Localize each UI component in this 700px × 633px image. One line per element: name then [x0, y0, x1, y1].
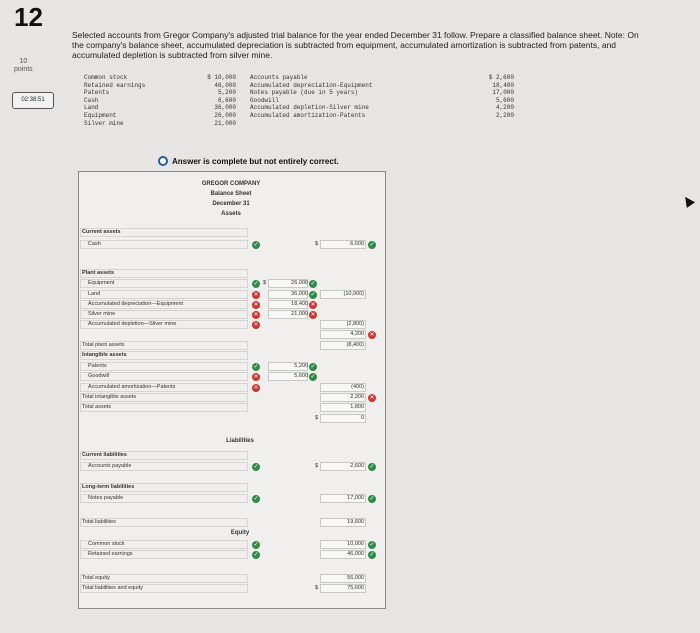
x-icon: ✕ — [369, 331, 375, 338]
row-label-intangible: Intangible assets — [82, 352, 127, 358]
row-label-input[interactable] — [80, 383, 248, 392]
points-value: 10 — [19, 58, 28, 65]
currency-symbol: $ — [315, 241, 319, 247]
x-icon: ✕ — [310, 301, 316, 308]
amount-col2: (10,000) — [343, 291, 364, 297]
amount-col2: 6,600 — [350, 241, 364, 247]
timer-badge[interactable] — [12, 92, 54, 109]
row-label-total-assets: Total assets — [82, 404, 112, 410]
account-name: Goodwill — [250, 96, 279, 104]
amount-col2: 19,600 — [347, 519, 364, 525]
row-label-equipment: Equipment — [88, 280, 115, 286]
x-icon: ✕ — [253, 311, 259, 318]
row-label-input[interactable] — [80, 310, 248, 319]
check-icon: ✓ — [369, 463, 375, 470]
check-icon: ✓ — [310, 373, 316, 380]
row-label-current-liab: Current liabilities — [82, 452, 127, 458]
equity-header: Equity — [230, 530, 250, 536]
row-label-plant-assets: Plant assets — [82, 270, 115, 276]
check-icon: ✓ — [253, 463, 259, 470]
row-label-land: Land — [88, 291, 101, 297]
row-label-cash: Cash — [88, 241, 101, 247]
check-icon: ✓ — [310, 363, 316, 370]
account-name: Accounts payable — [250, 74, 308, 81]
row-label-input[interactable] — [80, 228, 248, 237]
check-icon: ✓ — [369, 241, 375, 248]
row-label-input[interactable] — [80, 362, 248, 371]
check-icon: ✓ — [253, 495, 259, 502]
amount-col1: 5,600 — [294, 373, 308, 379]
check-icon: ✓ — [253, 541, 259, 548]
check-icon: ✓ — [369, 495, 375, 502]
row-label-input[interactable] — [80, 351, 248, 360]
account-amount: 36,000 — [214, 104, 236, 112]
amount-col2: 2,600 — [350, 463, 364, 469]
account-name: Equipment — [84, 111, 117, 119]
amount-col2: 17,000 — [347, 495, 364, 501]
amount-col1: 36,000 — [291, 291, 308, 297]
check-icon: ✓ — [310, 280, 316, 287]
account-amount: $ 2,600 — [488, 74, 514, 81]
x-icon: ✕ — [310, 311, 316, 318]
amount-col2: 2,200 — [350, 394, 364, 400]
row-label-total-liab: Total liabilities — [82, 519, 116, 525]
row-label-current-assets: Current assets — [82, 229, 121, 235]
x-icon: ✕ — [253, 321, 259, 328]
row-label-total-equity: Total equity — [82, 575, 110, 581]
amount-col2: 1,800 — [350, 404, 364, 410]
amount-col1: 26,000 — [291, 280, 308, 286]
account-amount: 21,000 — [214, 119, 236, 127]
account-name: Land — [84, 104, 99, 112]
amount-col1: 18,400 — [291, 301, 308, 307]
check-icon: ✓ — [369, 541, 375, 548]
amount-col2: 56,000 — [347, 575, 364, 581]
accounts-left-amounts — [206, 74, 236, 127]
row-label-accounts-payable: Accounts payable — [88, 463, 132, 469]
account-amount: $ 10,000 — [207, 74, 236, 81]
row-label-input[interactable] — [80, 550, 248, 559]
mouse-cursor-icon — [681, 194, 695, 208]
account-amount: 5,600 — [495, 96, 514, 104]
amount-col2: 46,000 — [347, 551, 364, 557]
row-label-input[interactable] — [80, 341, 248, 350]
account-name: Silver mine — [84, 119, 124, 127]
amount-col1: 21,000 — [291, 311, 308, 317]
x-icon: ✕ — [253, 301, 259, 308]
row-label-accum-dep: Accumulated depreciation—Equipment — [88, 301, 184, 307]
row-label-input[interactable] — [80, 393, 248, 402]
amount-col2: (2,800) — [346, 321, 364, 327]
row-label-total-plant: Total plant assets — [82, 342, 125, 348]
company-name: GREGOR COMPANY — [201, 181, 261, 187]
question-prompt: Selected accounts from Gregor Company's adjusted trial balance for the year ended December 31 follow. Prepare a classified balance sheet. Note: On the company's balance sheet, accumulated depreciation is subtracted from equipment, accumulated amortization is subtracted from patents, and accumulated depletion is subtracted from silver mine. — [72, 30, 639, 60]
accounts-right-amounts — [480, 74, 514, 120]
row-label-input[interactable] — [80, 372, 248, 381]
check-icon: ✓ — [253, 280, 259, 287]
account-amount: 2,200 — [495, 111, 514, 119]
question-number: 12 — [14, 2, 43, 32]
amount-col2: 0 — [360, 415, 364, 421]
check-icon: ✓ — [253, 363, 259, 370]
account-name: Notes payable (due in 5 years) — [250, 89, 359, 97]
row-label-total-le: Total liabilities and equity — [82, 585, 143, 591]
account-amount: 6,600 — [217, 96, 236, 104]
account-name: Cash — [84, 96, 99, 104]
row-label-silver-mine: Silver mine — [88, 311, 116, 317]
info-circle-icon — [158, 156, 168, 166]
row-label-retained-earnings: Retained earnings — [88, 551, 133, 557]
row-label-input[interactable] — [80, 279, 248, 288]
assets-header: Assets — [221, 211, 241, 217]
banner-text: Answer is complete but not entirely correct. — [172, 156, 339, 166]
row-label-input[interactable] — [80, 451, 248, 460]
account-name: Retained earnings — [84, 81, 146, 89]
accounts-right-names — [250, 74, 372, 120]
row-label-input[interactable] — [80, 240, 248, 249]
statement-date: December 31 — [212, 201, 250, 207]
liabilities-header: Liabilities — [226, 438, 254, 444]
amount-col2: 75,600 — [347, 585, 364, 591]
row-label-input[interactable] — [80, 300, 248, 309]
account-amount: 5,200 — [217, 89, 236, 97]
row-label-total-intangible: Total intangible assets — [82, 394, 137, 400]
row-label-input[interactable] — [80, 320, 248, 329]
account-amount: 4,200 — [495, 104, 514, 112]
statement-title: Balance Sheet — [210, 191, 252, 197]
timer-value: 02:38:51 — [21, 97, 45, 103]
row-label-input[interactable] — [80, 483, 248, 492]
amount-col2: 10,000 — [347, 541, 364, 547]
row-label-long-term: Long-term liabilities — [82, 484, 135, 490]
row-label-input[interactable] — [80, 540, 248, 549]
row-label-input[interactable] — [80, 494, 248, 503]
account-name: Accumulated amortization-Patents — [250, 111, 366, 119]
check-icon: ✓ — [310, 291, 316, 298]
answer-status-banner — [158, 156, 339, 166]
account-name: Accumulated depreciation-Equipment — [250, 81, 373, 89]
account-amount: 17,000 — [492, 89, 514, 97]
points-indicator — [14, 58, 33, 74]
amount-col2: (8,400) — [346, 342, 364, 348]
x-icon: ✕ — [369, 394, 375, 401]
row-label-accum-amort: Accumulated amortization—Patents — [88, 384, 176, 390]
check-icon: ✓ — [253, 241, 259, 248]
account-amount: 18,400 — [492, 81, 514, 89]
row-label-input[interactable] — [80, 290, 248, 299]
check-icon: ✓ — [369, 551, 375, 558]
currency-symbol: $ — [315, 585, 319, 591]
row-label-input[interactable] — [80, 403, 248, 412]
row-label-common-stock: Common stock — [88, 541, 125, 547]
points-label: points — [14, 66, 33, 73]
x-icon: ✕ — [253, 291, 259, 298]
x-icon: ✕ — [253, 384, 259, 391]
account-amount: 26,000 — [214, 111, 236, 119]
account-name: Accumulated depletion-Silver mine — [250, 104, 369, 112]
row-label-accum-depl: Accumulated depletion—Silver mine — [88, 321, 177, 327]
check-icon: ✓ — [253, 551, 259, 558]
row-label-patents: Patents — [88, 363, 107, 369]
account-name: Common stock — [84, 74, 128, 81]
row-label-goodwill: Goodwill — [88, 373, 110, 379]
currency-symbol: $ — [315, 415, 319, 421]
accounts-left-names — [84, 74, 145, 127]
row-label-input[interactable] — [80, 574, 248, 583]
account-name: Patents — [84, 89, 110, 97]
amount-col1: 5,200 — [294, 363, 308, 369]
row-label-notes-payable: Notes payable — [88, 495, 124, 501]
row-label-input[interactable] — [80, 584, 248, 593]
row-label-input[interactable] — [80, 462, 248, 471]
amount-col2: (400) — [351, 384, 364, 390]
account-amount: 46,000 — [214, 81, 236, 89]
x-icon: ✕ — [253, 373, 259, 380]
currency-symbol: $ — [315, 463, 319, 469]
row-label-input[interactable] — [80, 269, 248, 278]
currency-symbol: $ — [263, 280, 267, 286]
row-label-input[interactable] — [80, 518, 248, 527]
amount-col2: 4,200 — [350, 331, 364, 337]
